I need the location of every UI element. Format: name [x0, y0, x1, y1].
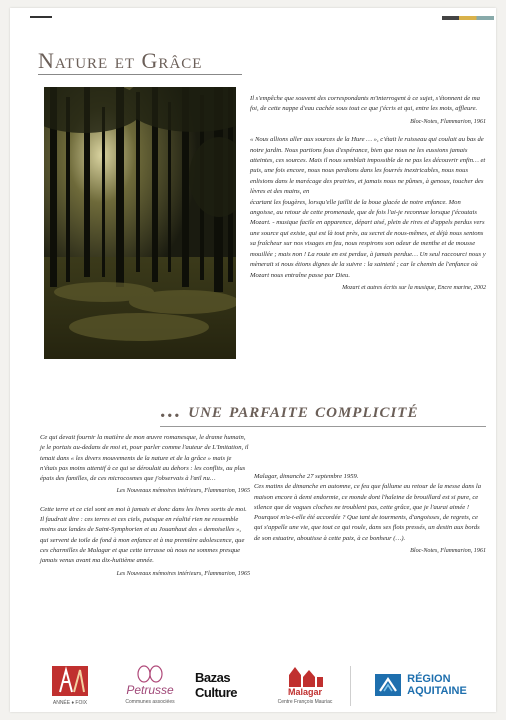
logo-separator — [350, 666, 351, 706]
poster-page — [10, 8, 496, 712]
region-line-1: RÉGION — [407, 673, 451, 685]
right-source-2: Mozart et autres écrits sur la musique, Encre marine, 2002 — [342, 284, 486, 291]
logo-petrusse — [115, 658, 185, 712]
middle-paragraph-2: Pourquoi m'a-t-elle été accordée ? Que tant de tourments, d'angoisses, de regrets, ce qui s'appelle une vie, que tout ce qui roule, dans ses flots pressés, un destin aux bords de son estuaire, aboutisse à cette paix, à ce bonheur (…). — [254, 514, 480, 542]
left-paragraph-1: Ce qui devait fournir la matière de mon œuvre romanesque, le drame humain, je le portais au-dedans de moi et, pour parler comme l'auteur de L'Imitation, il tenait dans « les divers mouvements de la nature et de la grâce » mais je n'étais pas moins attentif à ce qui se déroulait au dehors : les conflits, au plus épais des familles, de ces microcosmes que j'observais à l'œil nu… — [40, 434, 249, 483]
right-paragraph-2: « Nous allions aller aux sources de la Hure … », c'était le ruisseau qui coulait au bas de notre jardin. Nous partions fous d'espérance, bien que nous ne les eussions jamais atteintes, ces sources. Mais il nous semblait impossible de ne pas les découvrir enfin… et puis, une fois encore, nous nous perdions dans les fourrés inextricables, nous nous enlisions dans le marécage des prairies, et jamais nous ne pûmes, à genoux, toucher des lèvres et des mains, en — [250, 136, 486, 196]
malagar-name: Malagar — [287, 687, 322, 697]
left-source-2: Les Nouveaux mémoires intérieurs, Flammarion, 1965 — [116, 570, 250, 577]
right-text-column — [250, 94, 486, 293]
right-source-1: Bloc-Notes, Flammarion, 1961 — [410, 118, 486, 125]
middle-paragraph-1: Ces matins de dimanche en automne, ce feu que fallume au retour de la messe dans la maison encore à demi endormie, ce monde dont l'haleine de brouillard est si pure, ce silence que de vagues cloches ne troublent pas, cette grâce, que je l'aurai aimée ! — [254, 483, 482, 511]
logo-bazas-culture — [195, 658, 255, 712]
subtitle-rule — [160, 426, 486, 427]
left-paragraph-3: Il faudrait dire : ces terres et ces ciels, puisque en réalité rien ne ressemble moins aux landes de Saint-Symphorien et au Jouanhaut des « demoiselles », qui servent de toile de fond à mon enfance et à ma première adolescence, que ces charmilles de Malagar et que cette terrasse où nous ne sommes presque jamais venus avant ma dix-huitième année. — [40, 516, 245, 565]
logo-malagar — [265, 658, 345, 712]
right-paragraph-3: écartant les fougères, lorsqu'elle jaillit de la boue glacée de notre enfance. Mon angoisse, au retour de cette promenade, que de fois l'ai-je reconnue lorsque j'écoutais Mozart. - musique facile en apparence, départ aisé, plein de rires et d'appels perdus vers une source qui existe, qui est là tout près, au secret de nous-mêmes, et déjà nous sentons sa fraîcheur sur nos visages en feu, nous respirons son odeur de menthe et de mousse mouillée ; mais non ! La route en est perdue, à jamais perdue… Un seul raccourci nous y mènerait si nous étions dignes de la suivre : la sainteté ; car le chemin de l'enfance où Mozart nous entraîne passe par Dieu. — [250, 198, 486, 279]
forest-photo — [44, 87, 236, 359]
petrusse-flower-icon — [135, 665, 165, 683]
left-source-1: Les Nouveaux mémoires intérieurs, Flammarion, 1965 — [116, 488, 250, 495]
petrusse-caption: Communes associées — [125, 699, 175, 705]
title-rule — [38, 74, 242, 75]
middle-text-column — [254, 472, 486, 556]
petrusse-name: Petrusse — [126, 683, 174, 697]
region-aquitaine-icon — [375, 674, 401, 696]
malagar-caption: Centre François Mauriac — [277, 699, 333, 705]
page-title: Nature et Grâce — [38, 48, 203, 73]
sponsor-logos — [20, 658, 506, 712]
annee-foix-logo-icon — [50, 664, 90, 698]
middle-date: Malagar, dimanche 27 septembre 1959. — [254, 473, 359, 480]
logo-region-aquitaine — [356, 658, 486, 712]
bazas-culture-name: Bazas Culture — [195, 670, 237, 700]
malagar-house-icon — [285, 665, 325, 687]
section-subtitle: … une parfaite complicité — [160, 398, 419, 422]
middle-source: Bloc-Notes, Flammarion, 1961 — [410, 548, 486, 555]
top-registration-bar — [30, 16, 496, 22]
left-text-column — [40, 433, 250, 579]
annee-foix-caption: ANNÉE ♦ FOIX — [52, 700, 88, 706]
right-paragraph-1: Il s'empêche que souvent des correspondants m'interrogent à ce sujet, s'étonnent de ma foi, de cette nappe d'eau cachée sous tout ce que j'écris et qui, entre les mots, affleure. — [250, 95, 480, 113]
logo-annee-foix — [40, 658, 100, 712]
left-paragraph-2: Cette terre et ce ciel sont en moi à jamais et donc dans les livres sortis de moi. — [40, 505, 247, 513]
forest-photo-graphic — [44, 87, 236, 359]
region-line-2: AQUITAINE — [407, 685, 467, 697]
